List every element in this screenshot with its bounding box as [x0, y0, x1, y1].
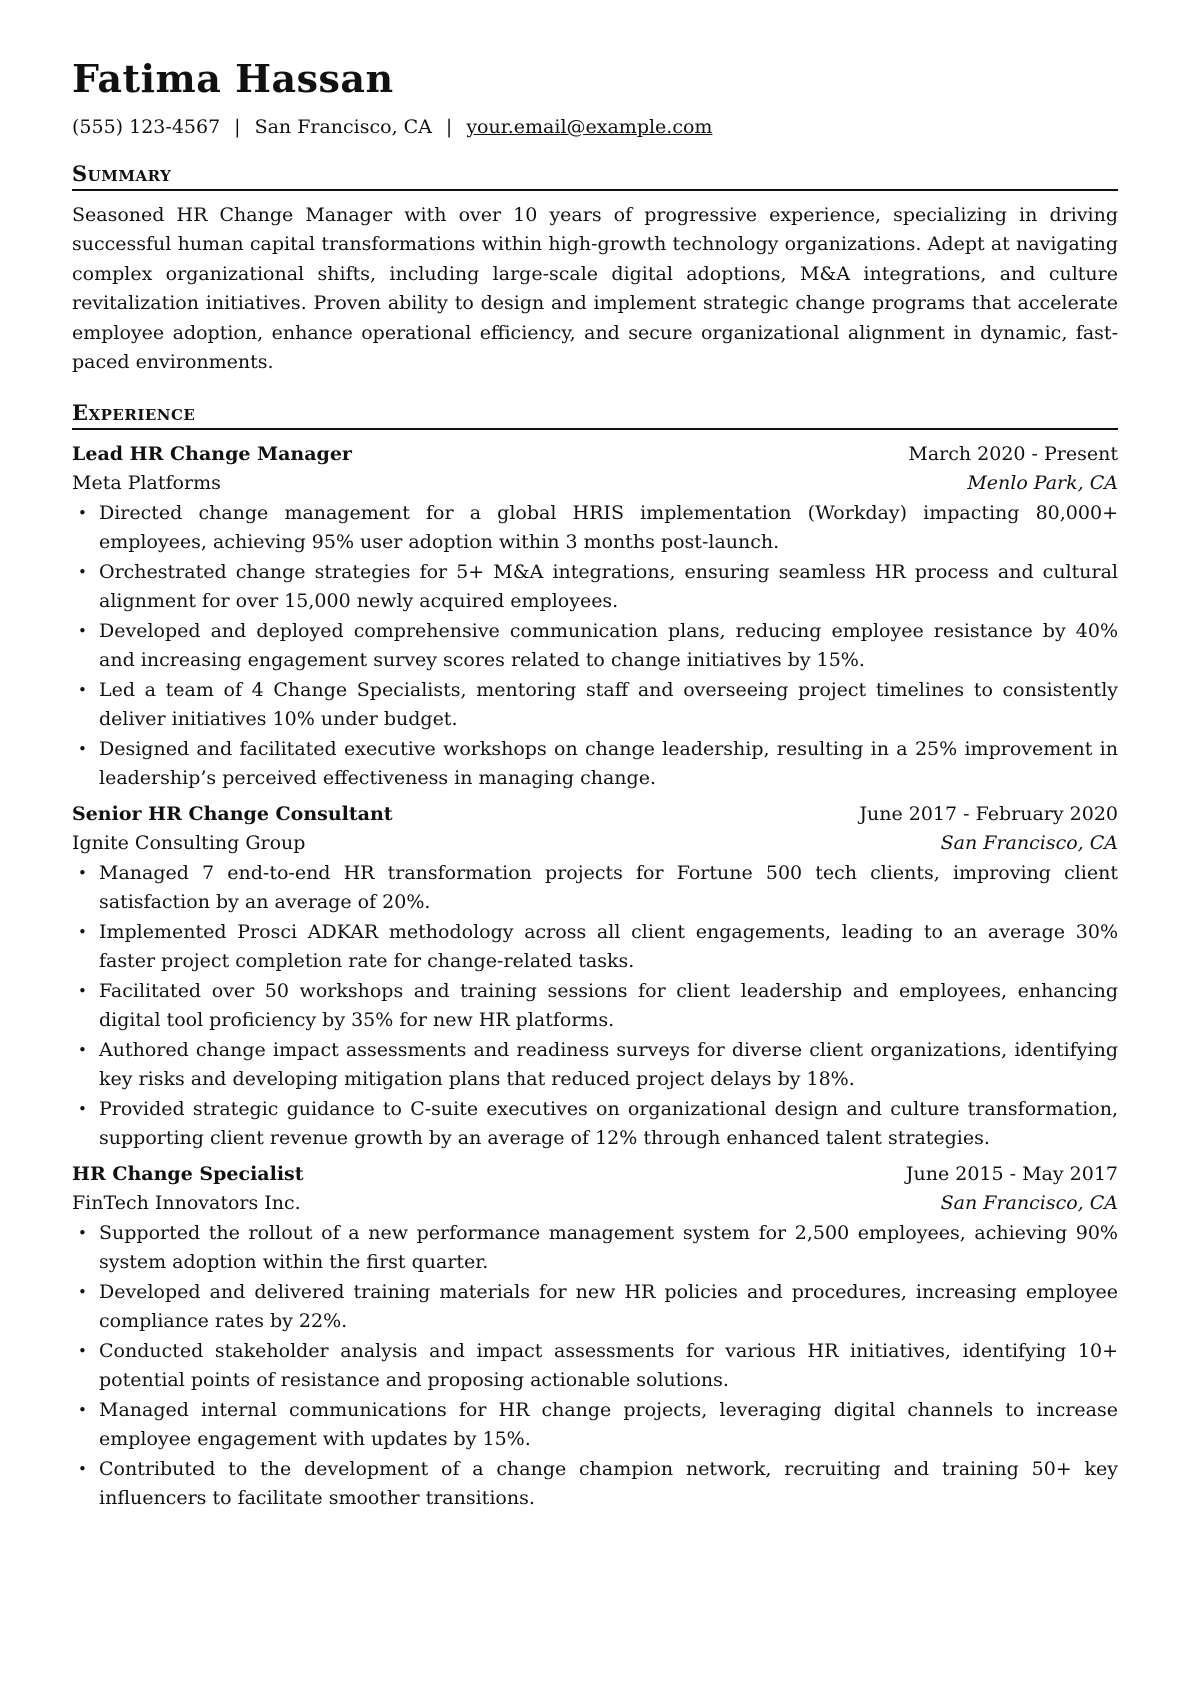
bullet-text: Provided strategic guidance to C-suite executives on organizational design and culture transformation, supporting client revenue growth by an average of 12% through enhanced talent strategies. [99, 1097, 1118, 1150]
bullet-item [72, 859, 1118, 918]
job-bullets [72, 859, 1118, 1154]
job-entry [72, 800, 1118, 1154]
contact-separator: | [234, 115, 241, 138]
bullet-text: Orchestrated change strategies for 5+ M&A integrations, ensuring seamless HR process and cultural alignment for over 15,000 newly acquired employees. [99, 560, 1118, 613]
bullet-icon: • [78, 562, 87, 581]
job-bullets [72, 1219, 1118, 1514]
bullet-icon: • [78, 922, 87, 941]
job-title: HR Change Specialist [72, 1162, 304, 1185]
bullet-text: Directed change management for a global HRIS implementation (Workday) impacting 80,000+ employees, achieving 95% user adoption within 3 months post-launch. [99, 501, 1118, 554]
job-dates: June 2017 - February 2020 [859, 802, 1118, 825]
summary-text: Seasoned HR Change Manager with over 10 years of progressive experience, specializing in driving successful human capital transformations within high-growth technology organizations. Adept at navigating complex organizational shifts, including large-scale digital adoptions, M&A integrations, and culture revitalization initiatives. Proven ability to design and implement strategic change programs that accelerate employee adoption, enhance operational efficiency, and secure organizational alignment in dynamic, fast-paced environments. [72, 203, 1118, 374]
job-header-row [72, 1160, 1118, 1190]
section-title-summary: Summary [72, 161, 1118, 191]
bullet-item [72, 1095, 1118, 1154]
bullet-text: Facilitated over 50 workshops and training sessions for client leadership and employees, enhancing digital tool proficiency by 35% for new HR platforms. [99, 979, 1118, 1032]
job-entry [72, 1160, 1118, 1514]
bullet-icon: • [78, 981, 87, 1000]
bullet-text: Managed internal communications for HR change projects, leveraging digital channels to increase employee engagement with updates by 15%. [99, 1398, 1118, 1451]
contact-line [72, 116, 1118, 139]
bullet-icon: • [78, 503, 87, 522]
bullet-text: Managed 7 end-to-end HR transformation projects for Fortune 500 tech clients, improving client satisfaction by an average of 20%. [99, 861, 1118, 914]
company-name: Ignite Consulting Group [72, 832, 306, 855]
job-company-row [72, 829, 1118, 859]
bullet-icon: • [78, 1099, 87, 1118]
bullet-text: Led a team of 4 Change Specialists, mentoring staff and overseeing project timelines to consistently deliver initiatives 10% under budget. [99, 678, 1118, 731]
job-bullets [72, 499, 1118, 794]
contact-separator: | [445, 115, 453, 138]
bullet-text: Authored change impact assessments and readiness surveys for diverse client organizations, identifying key risks and developing mitigation plans that reduced project delays by 18%. [99, 1038, 1118, 1091]
bullet-item [72, 676, 1118, 735]
company-name: Meta Platforms [72, 472, 221, 495]
bullet-icon: • [78, 1282, 87, 1301]
company-name: FinTech Innovators Inc. [72, 1192, 301, 1215]
bullet-text: Supported the rollout of a new performance management system for 2,500 employees, achieving 90% system adoption within the first quarter. [99, 1221, 1118, 1274]
bullet-icon: • [78, 1400, 87, 1419]
job-title: Senior HR Change Consultant [72, 802, 393, 825]
job-company-row [72, 469, 1118, 499]
summary-section [72, 161, 1118, 378]
bullet-icon: • [78, 1459, 87, 1478]
bullet-text: Implemented Prosci ADKAR methodology across all client engagements, leading to an average 30% faster project completion rate for change-related tasks. [99, 920, 1118, 973]
job-location: San Francisco, CA [940, 832, 1118, 855]
bullet-icon: • [78, 1223, 87, 1242]
job-title: Lead HR Change Manager [72, 442, 352, 465]
bullet-icon: • [78, 621, 87, 640]
bullet-item [72, 735, 1118, 794]
phone-number: (555) 123-4567 [72, 115, 221, 138]
bullet-item [72, 558, 1118, 617]
bullet-icon: • [78, 863, 87, 882]
job-dates: March 2020 - Present [908, 442, 1118, 465]
section-title-experience: Experience [72, 400, 1118, 430]
bullet-text: Contributed to the development of a change champion network, recruiting and training 50+ key influencers to facilitate smoother transitions. [99, 1457, 1118, 1510]
job-header-row [72, 440, 1118, 470]
bullet-item [72, 1337, 1118, 1396]
email-link[interactable]: your.email@example.com [466, 115, 713, 138]
bullet-item [72, 1396, 1118, 1455]
candidate-name: Fatima Hassan [72, 56, 394, 101]
job-location: San Francisco, CA [940, 1192, 1118, 1215]
bullet-icon: • [78, 1040, 87, 1059]
bullet-item [72, 617, 1118, 676]
bullet-text: Designed and facilitated executive workshops on change leadership, resulting in a 25% improvement in leadership’s perceived effectiveness in managing change. [99, 737, 1118, 790]
job-dates: June 2015 - May 2017 [905, 1162, 1118, 1185]
bullet-item [72, 1455, 1118, 1514]
experience-section [72, 400, 1118, 1514]
bullet-icon: • [78, 1341, 87, 1360]
job-company-row [72, 1189, 1118, 1219]
bullet-item [72, 1219, 1118, 1278]
bullet-item [72, 1278, 1118, 1337]
bullet-text: Conducted stakeholder analysis and impact assessments for various HR initiatives, identifying 10+ potential points of resistance and proposing actionable solutions. [99, 1339, 1118, 1392]
job-location: Menlo Park, CA [967, 472, 1118, 495]
bullet-item [72, 499, 1118, 558]
bullet-icon: • [78, 680, 87, 699]
bullet-item [72, 977, 1118, 1036]
bullet-item [72, 918, 1118, 977]
job-entry [72, 440, 1118, 794]
contact-location: San Francisco, CA [254, 115, 432, 138]
bullet-icon: • [78, 739, 87, 758]
bullet-text: Developed and delivered training materials for new HR policies and procedures, increasing employee compliance rates by 22%. [99, 1280, 1118, 1333]
bullet-item [72, 1036, 1118, 1095]
job-header-row [72, 800, 1118, 830]
bullet-text: Developed and deployed comprehensive communication plans, reducing employee resistance by 40% and increasing engagement survey scores related to change initiatives by 15%. [99, 619, 1118, 672]
